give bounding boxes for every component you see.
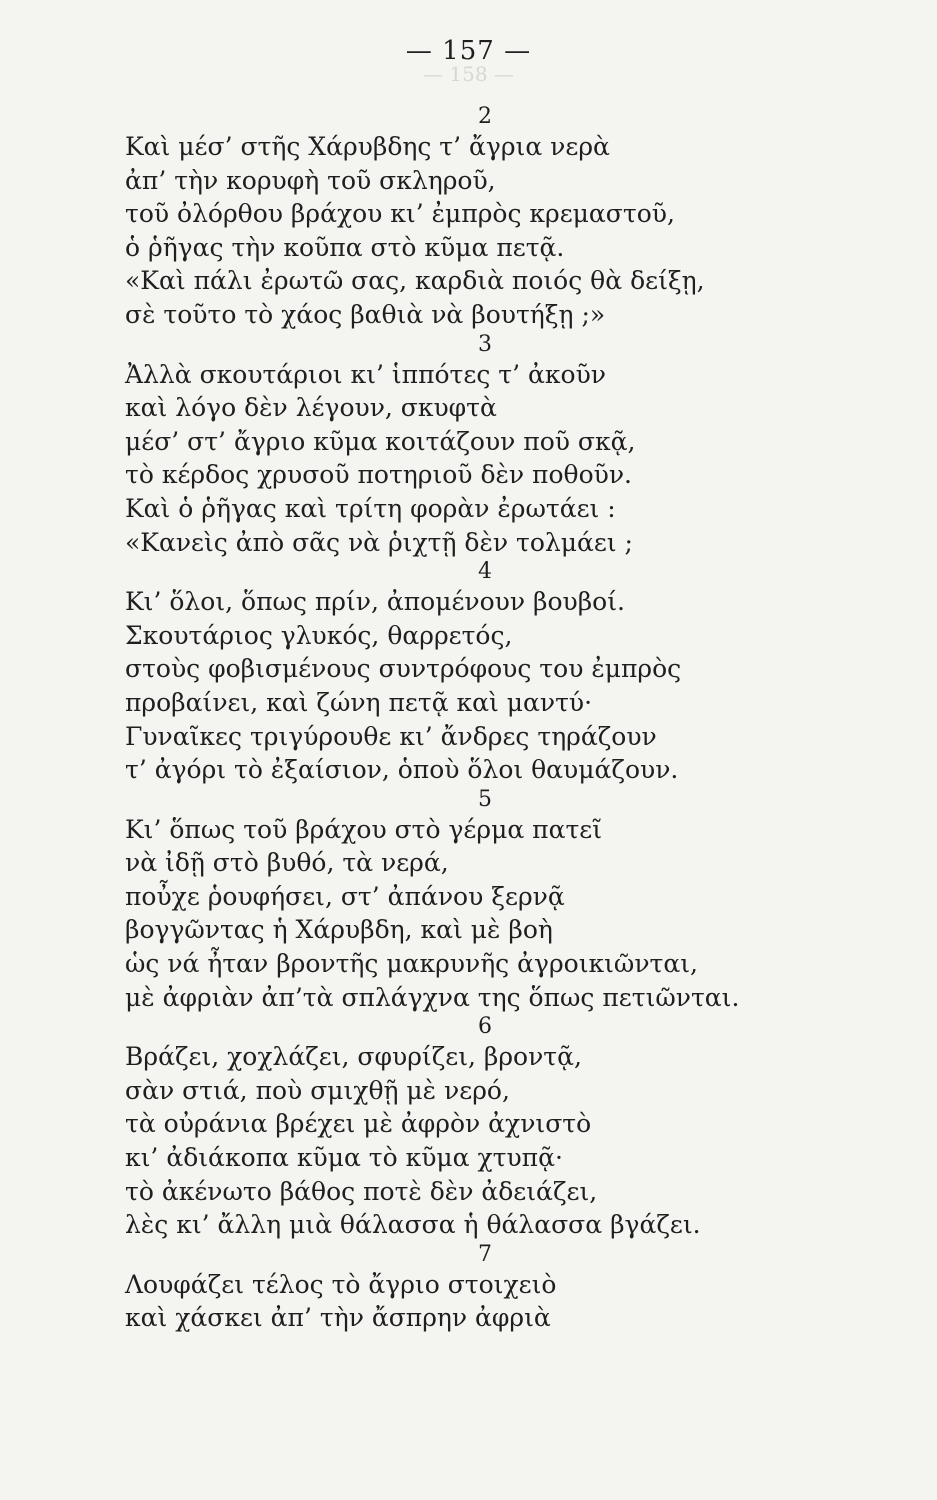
verse-line: ὁ ῥῆγας τὴν κοῦπα στὸ κῦμα πετᾷ. xyxy=(125,232,565,262)
verse-line: Καὶ μέσ’ στῆς Χάρυβδης τ’ ἄγρια νερὰ xyxy=(125,132,610,161)
verse-line: καὶ χάσκει ἀπ’ τὴν ἄσπρην ἀφριὰ xyxy=(125,1303,551,1333)
stanza-number: 5 xyxy=(478,786,492,812)
verse-line: μὲ ἀφριὰν ἀπ’τὰ σπλάγχνα της ὅπως πετιῶνται. xyxy=(125,982,740,1012)
stanza xyxy=(125,787,825,1015)
verse-line: στοὺς φοβισμένους συντρόφους του ἐμπρὸς xyxy=(125,654,682,684)
stanza-number: 3 xyxy=(478,331,492,357)
verse-line: νὰ ἰδῇ στὸ βυθό, τὰ νερά, xyxy=(125,848,449,878)
verse-line: Ἀλλὰ σκουτάριοι κι’ ἱππότες τ’ ἀκοῦν xyxy=(125,359,606,389)
bleed-through-page-number: — 158 — xyxy=(423,62,514,86)
verse-line: Κι’ ὅπως τοῦ βράχου στὸ γέρμα πατεῖ xyxy=(125,814,603,844)
stanza xyxy=(125,1014,825,1242)
stanza-number: 4 xyxy=(478,559,492,585)
verse-line: Βράζει, χοχλάζει, σφυρίζει, βροντᾷ, xyxy=(125,1042,582,1072)
poem-body xyxy=(125,104,825,1335)
stanza-number: 6 xyxy=(478,1014,492,1040)
verse-line: λὲς κι’ ἄλλη μιὰ θάλασσα ἡ θάλασσα βγάζει. xyxy=(125,1210,701,1240)
stanza xyxy=(125,332,825,560)
verse-line: Λουφάζει τέλος τὸ ἄγριο στοιχειὸ xyxy=(125,1269,557,1299)
stanza xyxy=(125,1242,825,1335)
stanza xyxy=(125,559,825,787)
verse-line: ὡς νά ἦταν βροντῆς μακρυνῆς ἀγροικιῶνται, xyxy=(125,949,698,979)
verse-line: βογγῶντας ἡ Χάρυβδη, καὶ μὲ βοὴ xyxy=(125,915,553,945)
verse-line: σὰν στιά, ποὺ σμιχθῇ μὲ νερό, xyxy=(125,1075,510,1105)
stanza-number: 2 xyxy=(478,104,492,129)
verse-line: σὲ τοῦτο τὸ χάος βαθιὰ νὰ βουτήξῃ ;» xyxy=(125,299,606,329)
verse-line: τὰ οὐράνια βρέχει μὲ ἀφρὸν ἀχνιστὸ xyxy=(125,1109,592,1139)
verse-line: προβαίνει, καὶ ζώνη πετᾷ καὶ μαντύ· xyxy=(125,687,593,717)
verse-line: ποὖχε ῥουφήσει, στ’ ἀπάνου ξερνᾷ xyxy=(125,881,565,911)
verse-line: κι’ ἀδιάκοπα κῦμα τὸ κῦμα χτυπᾷ· xyxy=(125,1143,563,1173)
verse-line: μέσ’ στ’ ἄγριο κῦμα κοιτάζουν ποῦ σκᾷ, xyxy=(125,426,636,456)
verse-line: Καὶ ὁ ῥῆγας καὶ τρίτη φορὰν ἐρωτάει : xyxy=(125,493,616,523)
verse-line: καὶ λόγο δὲν λέγουν, σκυφτὰ xyxy=(125,393,497,423)
page-number: — 157 — xyxy=(405,36,532,66)
verse-line: Κι’ ὅλοι, ὅπως πρίν, ἀπομένουν βουβοί. xyxy=(125,587,625,617)
stanza-number: 7 xyxy=(478,1241,492,1267)
verse-line: Γυναῖκες τριγύρουθε κι’ ἄνδρες τηράζουν xyxy=(125,721,657,751)
verse-line: ἀπ’ τὴν κορυφὴ τοῦ σκληροῦ, xyxy=(125,165,496,195)
stanza xyxy=(125,104,825,332)
verse-line: «Κανεὶς ἀπὸ σᾶς νὰ ῥιχτῇ δὲν τολμάει ; xyxy=(125,527,633,557)
verse-line: τοῦ ὀλόρθου βράχου κι’ ἐμπρὸς κρεμαστοῦ, xyxy=(125,199,675,229)
verse-line: «Καὶ πάλι ἐρωτῶ σας, καρδιὰ ποιός θὰ δείξῃ, xyxy=(125,266,705,296)
verse-line: τὸ ἀκένωτο βάθος ποτὲ δὲν ἀδειάζει, xyxy=(125,1176,598,1206)
verse-line: τ’ ἀγόρι τὸ ἐξαίσιον, ὁποὺ ὅλοι θαυμάζουν. xyxy=(125,755,679,785)
verse-line: Σκουτάριος γλυκός, θαρρετός, xyxy=(125,620,513,650)
verse-line: τὸ κέρδος χρυσοῦ ποτηριοῦ δὲν ποθοῦν. xyxy=(125,460,632,490)
